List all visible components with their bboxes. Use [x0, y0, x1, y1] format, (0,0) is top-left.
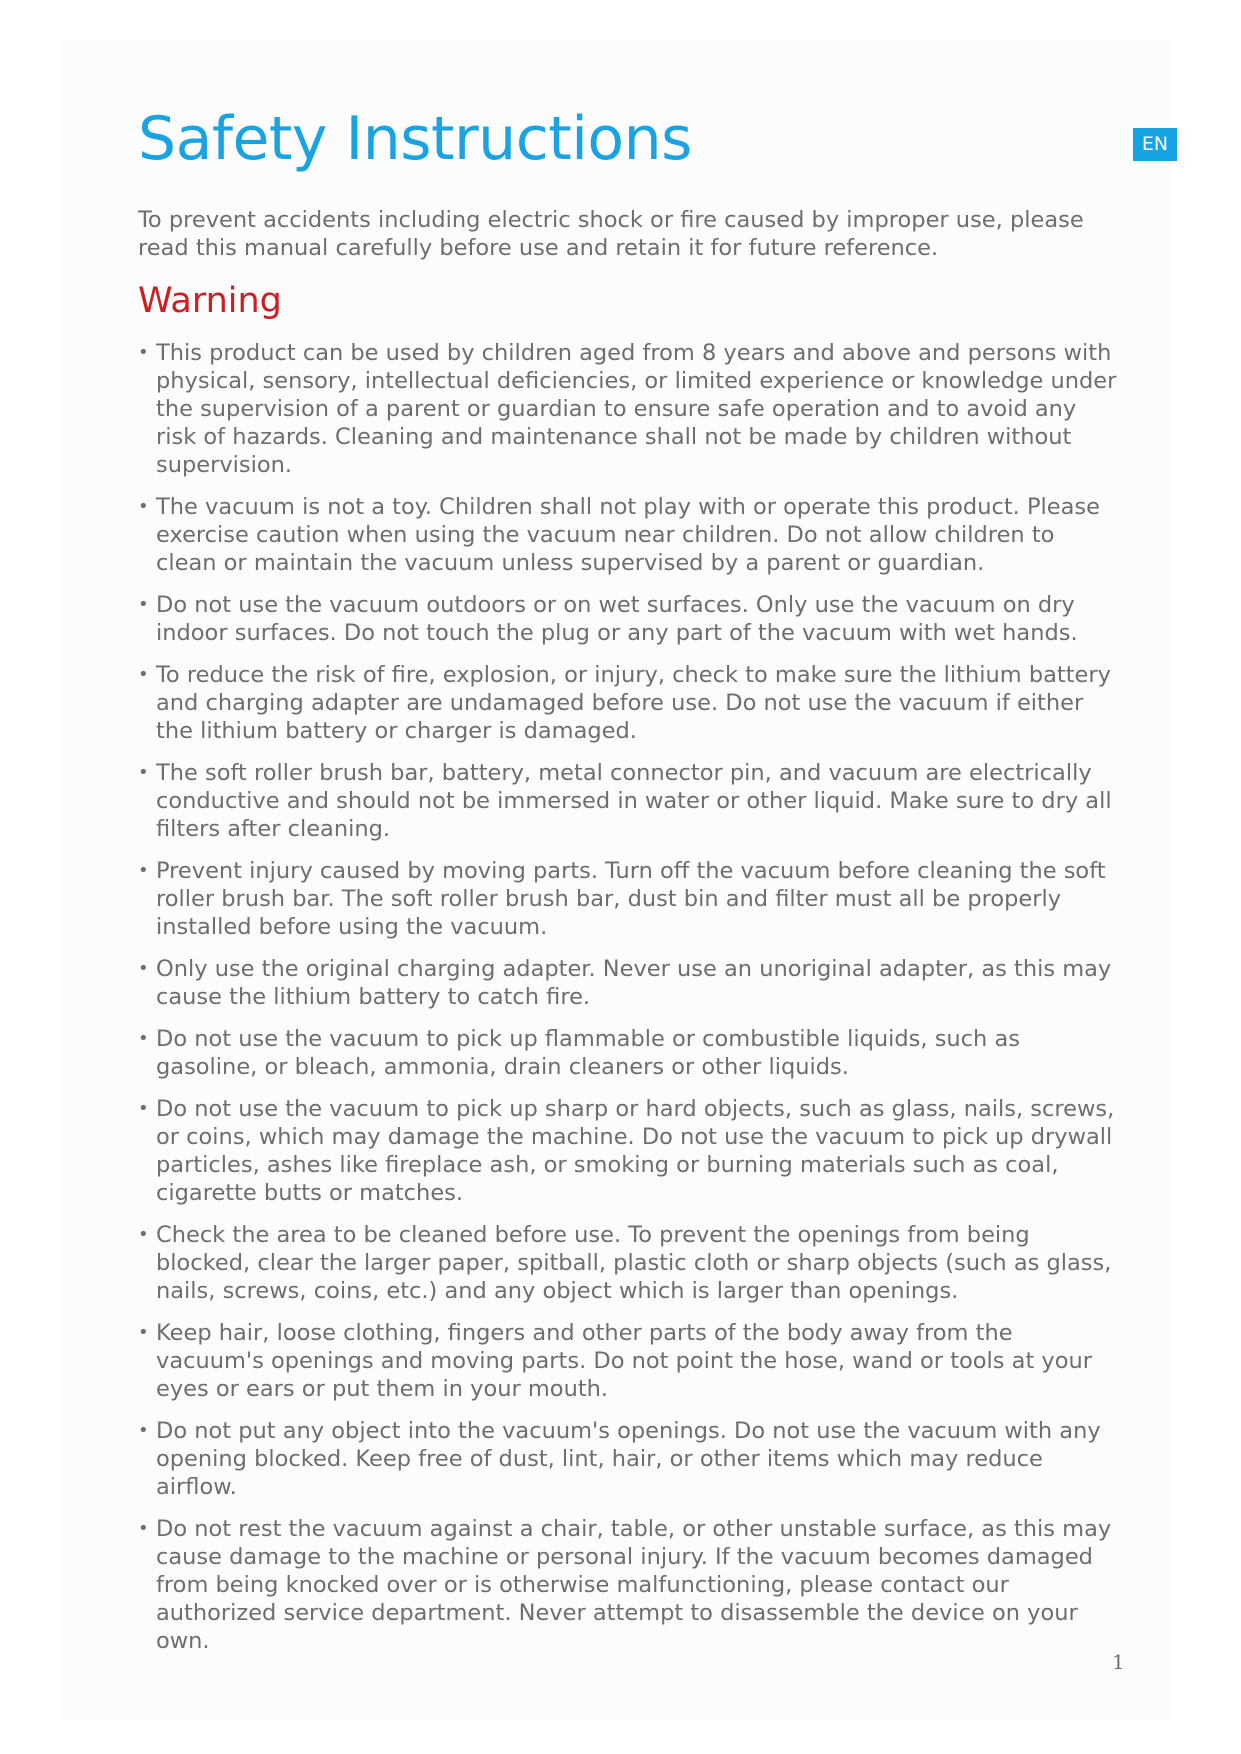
language-badge: EN: [1133, 128, 1177, 161]
warning-list: [138, 339, 1118, 1669]
warning-item: • Do not rest the vacuum against a chair, table, or other unstable surface, as this may cause damage to the machine or personal injury. If the vacuum becomes damaged from being knocked over or is otherwise malfunctioning, please contact our authorized service department. Never attempt to disassemble the device on your own.: [138, 1515, 1118, 1655]
warning-item: • Only use the original charging adapter. Never use an unoriginal adapter, as this may cause the lithium battery to catch fire.: [138, 955, 1118, 1011]
warning-item: • This product can be used by children aged from 8 years and above and persons with physical, sensory, intellectual deficiencies, or limited experience or knowledge under the supervision of a parent or guardian to ensure safe operation and to avoid any risk of hazards. Cleaning and maintenance shall not be made by children without supervision.: [138, 339, 1118, 479]
warning-item: • Keep hair, loose clothing, fingers and other parts of the body away from the vacuum's openings and moving parts. Do not point the hose, wand or tools at your eyes or ears or put them in your mouth.: [138, 1319, 1118, 1403]
warning-item: • Do not use the vacuum outdoors or on wet surfaces. Only use the vacuum on dry indoor surfaces. Do not touch the plug or any part of the vacuum with wet hands.: [138, 591, 1118, 647]
page-title: Safety Instructions: [138, 104, 692, 174]
warning-item: • Do not use the vacuum to pick up flammable or combustible liquids, such as gasoline, or bleach, ammonia, drain cleaners or other liquids.: [138, 1025, 1118, 1081]
warning-item: • Do not use the vacuum to pick up sharp or hard objects, such as glass, nails, screws, or coins, which may damage the machine. Do not use the vacuum to pick up drywall particles, ashes like fireplace ash, or smoking or burning materials such as coal, cigarette butts or matches.: [138, 1095, 1118, 1207]
warning-item: • To reduce the risk of fire, explosion, or injury, check to make sure the lithium battery and charging adapter are undamaged before use. Do not use the vacuum if either the lithium battery or charger is damaged.: [138, 661, 1118, 745]
page-number: 1: [1112, 1650, 1125, 1674]
warning-item: • Check the area to be cleaned before use. To prevent the openings from being blocked, clear the larger paper, spitball, plastic cloth or sharp objects (such as glass, nails, screws, coins, etc.) and any object which is larger than openings.: [138, 1221, 1118, 1305]
warning-heading: Warning: [138, 281, 282, 321]
warning-item: • The soft roller brush bar, battery, metal connector pin, and vacuum are electrically conductive and should not be immersed in water or other liquid. Make sure to dry all filters after cleaning.: [138, 759, 1118, 843]
intro-paragraph: To prevent accidents including electric shock or fire caused by improper use, please read this manual carefully before use and retain it for future reference.: [138, 207, 1084, 261]
warning-item: • Do not put any object into the vacuum's openings. Do not use the vacuum with any opening blocked. Keep free of dust, lint, hair, or other items which may reduce airflow.: [138, 1417, 1118, 1501]
warning-item: • The vacuum is not a toy. Children shall not play with or operate this product. Please exercise caution when using the vacuum near children. Do not allow children to clean or maintain the vacuum unless supervised by a parent or guardian.: [138, 493, 1118, 577]
warning-item: • Prevent injury caused by moving parts. Turn off the vacuum before cleaning the soft roller brush bar. The soft roller brush bar, dust bin and filter must all be properly installed before using the vacuum.: [138, 857, 1118, 941]
